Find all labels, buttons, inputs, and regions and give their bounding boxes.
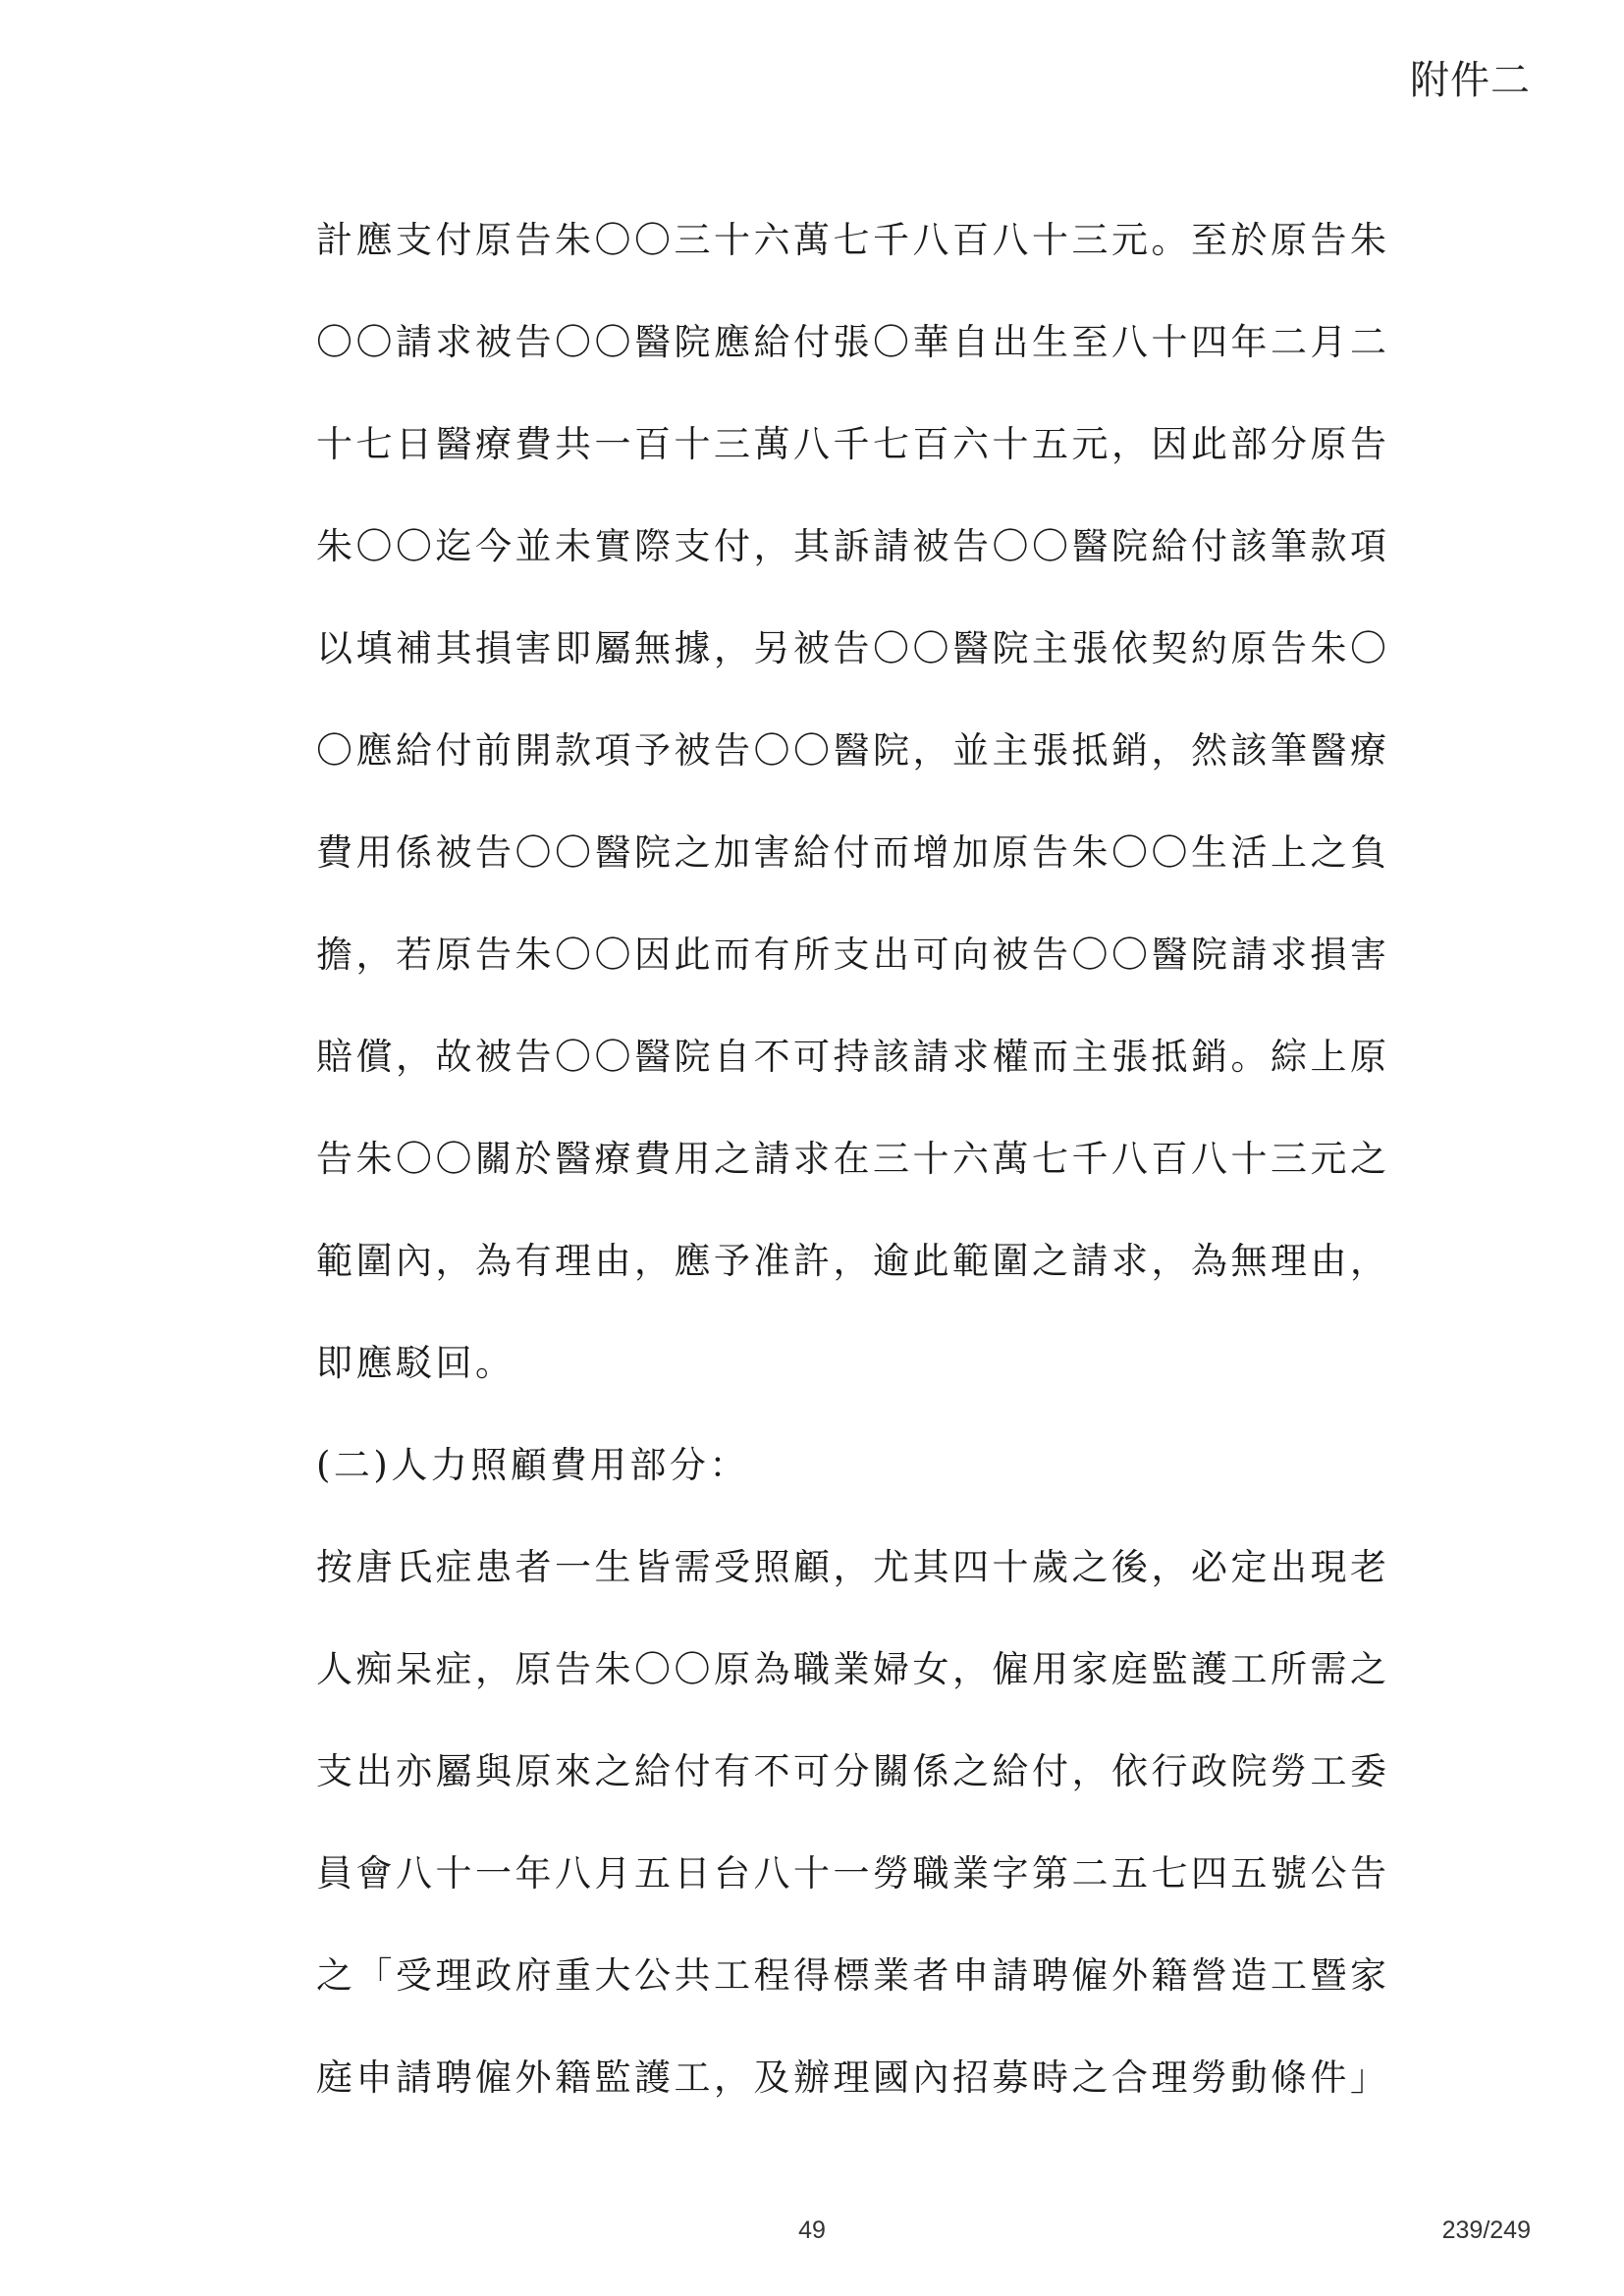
text-line: 按唐氏症患者一生皆需受照顧，尤其四十歲之後，必定出現老 <box>316 1546 1390 1588</box>
text-line: 庭申請聘僱外籍監護工，及辦理國內招募時之合理勞動條件」 <box>316 2056 1390 2099</box>
text-line: 〇應給付前開款項予被告〇〇醫院，並主張抵銷，然該筆醫療 <box>316 729 1390 772</box>
text-line: 費用係被告〇〇醫院之加害給付而增加原告朱〇〇生活上之負 <box>316 831 1390 874</box>
text-line: 〇〇請求被告〇〇醫院應給付張〇華自出生至八十四年二月二 <box>316 321 1390 363</box>
section-heading: (二)人力照顧費用部分： <box>316 1444 749 1486</box>
page-number: 49 <box>798 2216 826 2244</box>
text-line: 十七日醫療費共一百十三萬八千七百六十五元，因此部分原告 <box>316 423 1390 465</box>
text-line: 即應駁回。 <box>316 1342 515 1384</box>
text-line: 朱〇〇迄今並未實際支付，其訴請被告〇〇醫院給付該筆款項 <box>316 525 1390 567</box>
text-line: 以填補其損害即屬無據，另被告〇〇醫院主張依契約原告朱〇 <box>316 627 1390 669</box>
text-line: 擔，若原告朱〇〇因此而有所支出可向被告〇〇醫院請求損害 <box>316 934 1390 976</box>
text-line: 人痴呆症，原告朱〇〇原為職業婦女，僱用家庭監護工所需之 <box>316 1648 1390 1690</box>
text-line: 員會八十一年八月五日台八十一勞職業字第二五七四五號公告 <box>316 1852 1390 1895</box>
text-line: 告朱〇〇關於醫療費用之請求在三十六萬七千八百八十三元之 <box>316 1138 1390 1180</box>
text-line: 賠償，故被告〇〇醫院自不可持該請求權而主張抵銷。綜上原 <box>316 1036 1390 1078</box>
page-total: 239/249 <box>1441 2216 1531 2244</box>
text-line: 之「受理政府重大公共工程得標業者申請聘僱外籍營造工暨家 <box>316 1954 1390 1997</box>
text-line: 範圍內，為有理由，應予准許，逾此範圍之請求，為無理由， <box>316 1240 1390 1282</box>
attachment-label: 附件二 <box>1410 58 1531 103</box>
body-text <box>316 211 1390 2151</box>
text-line: 支出亦屬與原來之給付有不可分關係之給付，依行政院勞工委 <box>316 1750 1390 1792</box>
text-line: 計應支付原告朱〇〇三十六萬七千八百八十三元。至於原告朱 <box>316 219 1390 261</box>
